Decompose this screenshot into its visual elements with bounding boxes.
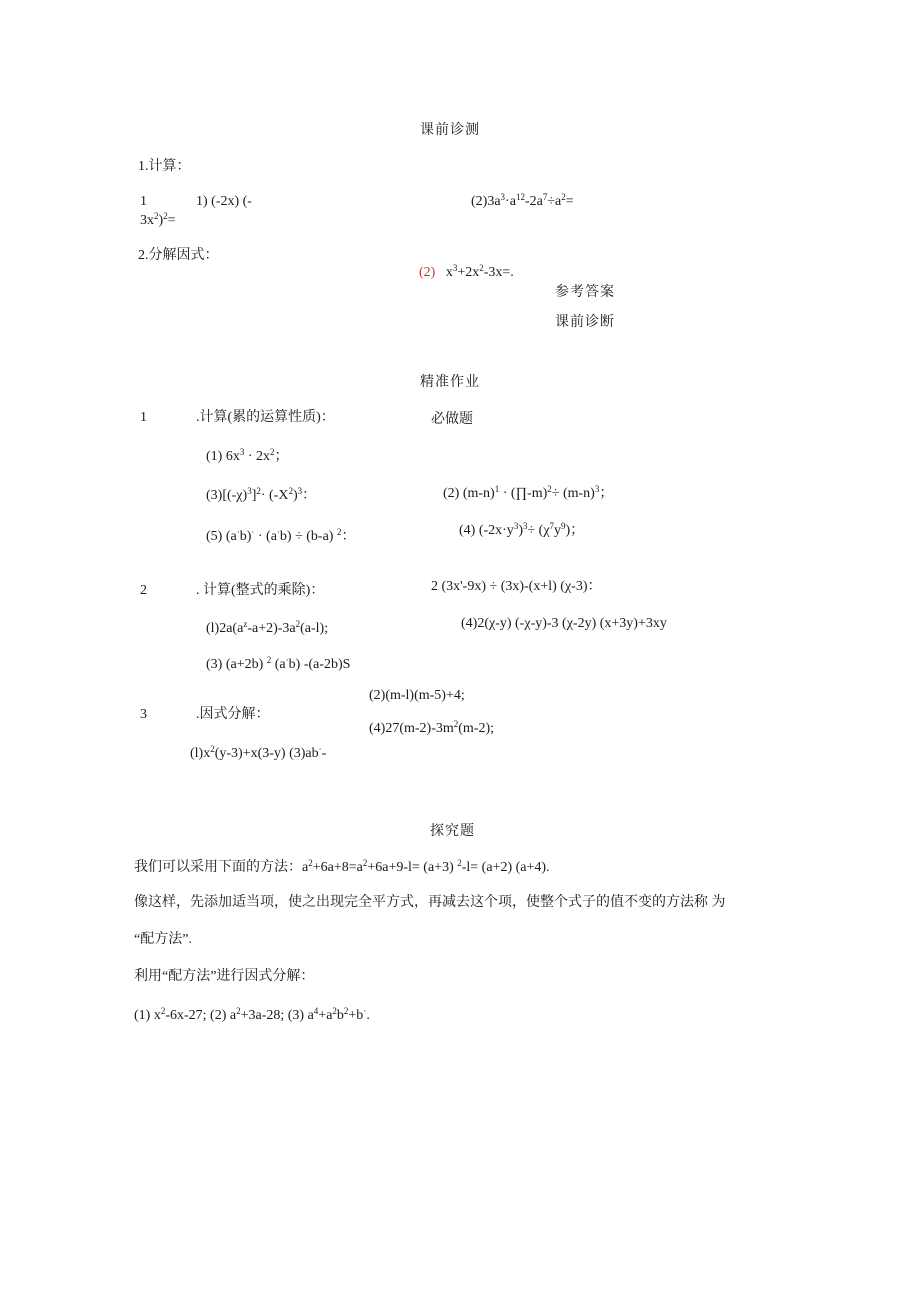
- q1-label: 1.计算：: [138, 159, 191, 174]
- q1-item1-line2: $3x^2)^2=$: [140, 211, 176, 228]
- s1-item4: (4) $(-2x\cdot y^3)^3\div (\chi^7y^9)$；: [459, 521, 585, 538]
- q1-item2: $(2)3a^3\cdot a^{12}-2a^7\div a^2=$: [471, 192, 574, 209]
- s1-item1: (1) $6x^3 \cdot 2x^2$；: [206, 447, 289, 464]
- s1-item3: $(3)[(-\chi)^3]^2\cdot (-X^2)^3$：: [206, 486, 317, 503]
- homework-title: 精准作业: [420, 375, 480, 390]
- q1-item1-line1: 1) (-2x) (-: [196, 194, 252, 209]
- s2-item4: (4)2(χ-y) (-χ-y)-3 (χ-2y) (x+3y)+3xy: [461, 616, 667, 631]
- s1-label: .计算(累的运算性质)：: [196, 410, 335, 425]
- s3-item4: $(4)27(m-2)-3m^2(m-2)$;: [369, 719, 495, 736]
- s3-label: .因式分解：: [196, 707, 270, 722]
- explore-paragraph-4: 利用“配方法”进行因式分解：: [134, 969, 315, 984]
- s2-number: 2: [140, 583, 147, 598]
- s1-item5: (5) (a·b)· · (a·b) ÷ (b-a) $^2$：: [206, 527, 356, 544]
- explore-paragraph-2: 像这样，先添加适当项，使之出现完全平方式，再减去这个项，使整个式子的值不变的方法称 为: [134, 895, 726, 910]
- s3-item2: (2)(m-l)(m-5)+4;: [369, 688, 465, 703]
- q2-item-marker: (2): [419, 265, 436, 280]
- q2-label: 2.分解因式：: [138, 248, 219, 263]
- s2-item3: (3) (a+2b) $^2$ (a·b) -(a-2b)S: [206, 655, 351, 672]
- q2-item: (2) $x^3+2x^2-3x=$.: [419, 263, 514, 280]
- s2-item2: 2 (3x'-9x) ÷ (3x)-(x+l) (χ-3)：: [431, 579, 602, 594]
- explore-paragraph-3: “配方法”.: [134, 932, 192, 947]
- required-label: 必做题: [431, 412, 473, 427]
- answers-subtitle: 课前诊断: [555, 315, 615, 330]
- q1-number: 1: [140, 194, 147, 209]
- answers-title: 参考答案: [555, 285, 615, 300]
- explore-paragraph-1: 我们可以采用下面的方法：$a^2+6a+8=a^2+6a+9-l= (a+3)$ $^2$-l= (a+2) (a+4).: [134, 858, 550, 875]
- s2-item1: $(l)2a(a^z-a+2)-3a^2(a-l)$;: [206, 619, 329, 636]
- explore-title: 探究题: [430, 824, 475, 839]
- explore-problems: (1) $x^2-6x-27$; (2) $a^2+3a-28$; (3) $a^4+a^2b^2+b^\cdot$.: [134, 1006, 370, 1023]
- pre-test-title: 课前诊测: [420, 123, 480, 138]
- s1-number: 1: [140, 410, 147, 425]
- s1-item2: (2) $(m-n)^1$ · (∏-m)$^2$÷ $(m-n)^3$；: [443, 484, 614, 501]
- s3-item1-3: $(l)x^2(y-3)+x(3-y)$ (3)ab·-: [190, 744, 327, 761]
- s3-number: 3: [140, 707, 147, 722]
- s2-label: . 计算(整式的乘除)：: [196, 583, 325, 598]
